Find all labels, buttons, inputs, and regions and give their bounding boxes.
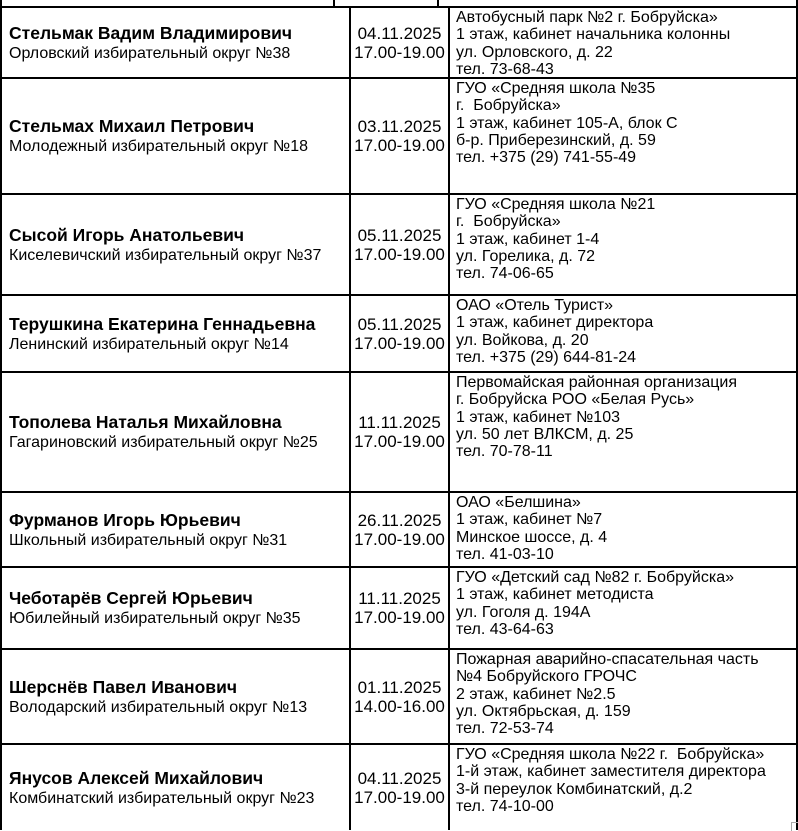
deputy-cell <box>2 79 351 193</box>
location-cell <box>450 493 796 566</box>
location-line: ул. Орловского, д. 22 <box>456 43 613 61</box>
location-line: 1 этаж, кабинет директора <box>456 314 654 332</box>
reception-time: 17.00-19.00 <box>354 432 445 451</box>
reception-date: 04.11.2025 <box>357 23 442 43</box>
reception-time: 14.00-16.00 <box>354 696 445 716</box>
location-line: ул. Войкова, д. 20 <box>456 331 589 349</box>
deputy-cell <box>2 373 351 491</box>
location-line: ул. Горелика, д. 72 <box>456 247 596 265</box>
location-line: Первомайская районная организация <box>456 374 737 391</box>
reception-time: 17.00-19.00 <box>354 42 445 62</box>
deputy-name: Сысой Игорь Анатольевич <box>9 224 245 245</box>
location-line: 3-й переулок Комбинатский, д.2 <box>456 780 693 798</box>
deputy-name: Стельмак Вадим Владимирович <box>9 22 293 43</box>
deputy-cell <box>2 8 351 77</box>
location-line: ГУО «Средняя школа №35 <box>456 80 656 97</box>
electoral-district: Орловский избирательный округ №38 <box>9 44 291 62</box>
location-cell <box>450 745 796 830</box>
reception-date: 11.11.2025 <box>358 589 441 608</box>
location-cell <box>450 373 796 491</box>
deputy-name: Терушкина Екатерина Геннадьевна <box>9 313 316 334</box>
deputy-cell <box>2 745 351 830</box>
table-row <box>0 373 798 493</box>
location-line: ГУО «Средняя школа №21 <box>456 196 656 213</box>
reception-time: 17.00-19.00 <box>354 333 445 353</box>
location-line: 1 этаж, кабинет методиста <box>456 586 654 604</box>
location-cell <box>450 568 796 648</box>
reception-time: 17.00-19.00 <box>354 244 445 264</box>
location-line: ОАО «Белшина» <box>456 494 581 511</box>
electoral-district: Юбилейный избирательный округ №35 <box>9 610 301 627</box>
electoral-district: Гагариновский избирательный округ №25 <box>9 434 318 451</box>
location-line: 1 этаж, кабинет 105-А, блок С <box>456 114 678 132</box>
deputy-cell <box>2 650 351 743</box>
location-line: г. Бобруйска» <box>456 97 561 115</box>
deputy-name: Чеботарёв Сергей Юрьевич <box>9 588 253 608</box>
location-line: тел. 41-03-10 <box>456 545 554 563</box>
deputy-cell <box>2 568 351 648</box>
location-cell <box>450 8 796 77</box>
location-line: тел. 74-06-65 <box>456 265 554 283</box>
location-cell <box>450 195 796 294</box>
date-cell <box>351 493 450 566</box>
table-border-segment <box>333 0 335 6</box>
reception-date: 26.11.2025 <box>357 510 442 530</box>
table-row <box>0 296 798 373</box>
location-line: г. Бобруйска» <box>456 213 561 231</box>
table-row <box>0 8 798 79</box>
table-row <box>0 745 798 830</box>
location-cell <box>450 79 796 193</box>
location-line: тел. +375 (29) 644-81-24 <box>456 348 637 366</box>
date-cell <box>351 373 450 491</box>
location-line: ул. 50 лет ВЛКСМ, д. 25 <box>456 425 634 443</box>
location-line: тел. 70-78-11 <box>456 443 553 461</box>
location-line: б-р. Приберезинский, д. 59 <box>456 131 656 149</box>
table-row <box>0 195 798 296</box>
location-line: 2 этаж, кабинет №2.5 <box>456 685 616 703</box>
location-line: тел. 73-68-43 <box>456 60 554 77</box>
location-line: г. Бобруйска РОО «Белая Русь» <box>456 391 695 409</box>
date-cell <box>351 79 450 193</box>
date-cell <box>351 568 450 648</box>
cut-off-table-row <box>0 0 798 8</box>
deputy-name: Шерснёв Павел Иванович <box>9 676 237 697</box>
electoral-district: Ленинский избирательный округ №14 <box>9 335 289 353</box>
location-line: 1-й этаж, кабинет заместителя директора <box>456 763 766 781</box>
reception-date: 04.11.2025 <box>357 768 442 788</box>
reception-time: 17.00-19.00 <box>354 136 445 155</box>
deputy-name: Стельмах Михаил Петрович <box>9 116 255 136</box>
date-cell <box>351 195 450 294</box>
reception-date: 05.11.2025 <box>357 314 442 334</box>
location-line: тел. +375 (29) 741-55-49 <box>456 149 637 167</box>
location-line: Минское шоссе, д. 4 <box>456 528 608 546</box>
location-cell <box>450 650 796 743</box>
table-row <box>0 650 798 745</box>
table-row <box>0 568 798 650</box>
date-cell <box>351 650 450 743</box>
location-line: 1 этаж, кабинет №7 <box>456 511 603 529</box>
location-line: тел. 43-64-63 <box>456 620 554 638</box>
date-cell <box>351 745 450 830</box>
table-border-segment <box>437 0 439 6</box>
location-line: ОАО «Отель Турист» <box>456 297 614 314</box>
location-line: 1 этаж, кабинет начальника колонны <box>456 26 731 44</box>
deputy-name: Фурманов Игорь Юрьевич <box>9 509 241 530</box>
deputy-name: Тополева Наталья Михайловна <box>9 412 282 432</box>
schedule-table <box>0 8 798 830</box>
location-line: тел. 72-53-74 <box>456 720 554 738</box>
reception-time: 17.00-19.00 <box>354 787 445 807</box>
table-row <box>0 493 798 568</box>
location-line: ул. Гоголя д. 194А <box>456 603 591 621</box>
deputy-cell <box>2 296 351 371</box>
date-cell <box>351 8 450 77</box>
date-cell <box>351 296 450 371</box>
reception-date: 11.11.2025 <box>358 413 441 432</box>
reception-time: 17.00-19.00 <box>354 608 445 627</box>
location-cell <box>450 296 796 371</box>
electoral-district: Володарский избирательный округ №13 <box>9 698 308 716</box>
reception-date: 05.11.2025 <box>357 225 442 245</box>
table-row <box>0 79 798 195</box>
deputy-name: Янусов Алексей Михайлович <box>9 767 264 788</box>
deputy-cell <box>2 493 351 566</box>
location-line: Пожарная аварийно-спасательная часть <box>456 651 759 668</box>
location-line: ГУО «Детский сад №82 г. Бобруйска» <box>456 569 734 586</box>
electoral-district: Школьный избирательный округ №31 <box>9 531 288 549</box>
reception-time: 17.00-19.00 <box>354 529 445 549</box>
location-line: №4 Бобруйского ГРОЧС <box>456 668 637 686</box>
location-line: Автобусный парк №2 г. Бобруйска» <box>456 9 718 26</box>
reception-date: 01.11.2025 <box>357 677 442 697</box>
reception-date: 03.11.2025 <box>357 117 442 136</box>
electoral-district: Киселевичский избирательный округ №37 <box>9 246 322 264</box>
electoral-district: Комбинатский избирательный округ №23 <box>9 789 315 807</box>
location-line: 1 этаж, кабинет №103 <box>456 408 620 426</box>
location-line: ГУО «Средняя школа №22 г. Бобруйска» <box>456 746 765 763</box>
deputy-cell <box>2 195 351 294</box>
location-line: 1 этаж, кабинет 1-4 <box>456 230 600 248</box>
location-line: тел. 74-10-00 <box>456 797 554 815</box>
electoral-district: Молодежный избирательный округ №18 <box>9 138 308 155</box>
location-line: ул. Октябрьская, д. 159 <box>456 702 631 720</box>
